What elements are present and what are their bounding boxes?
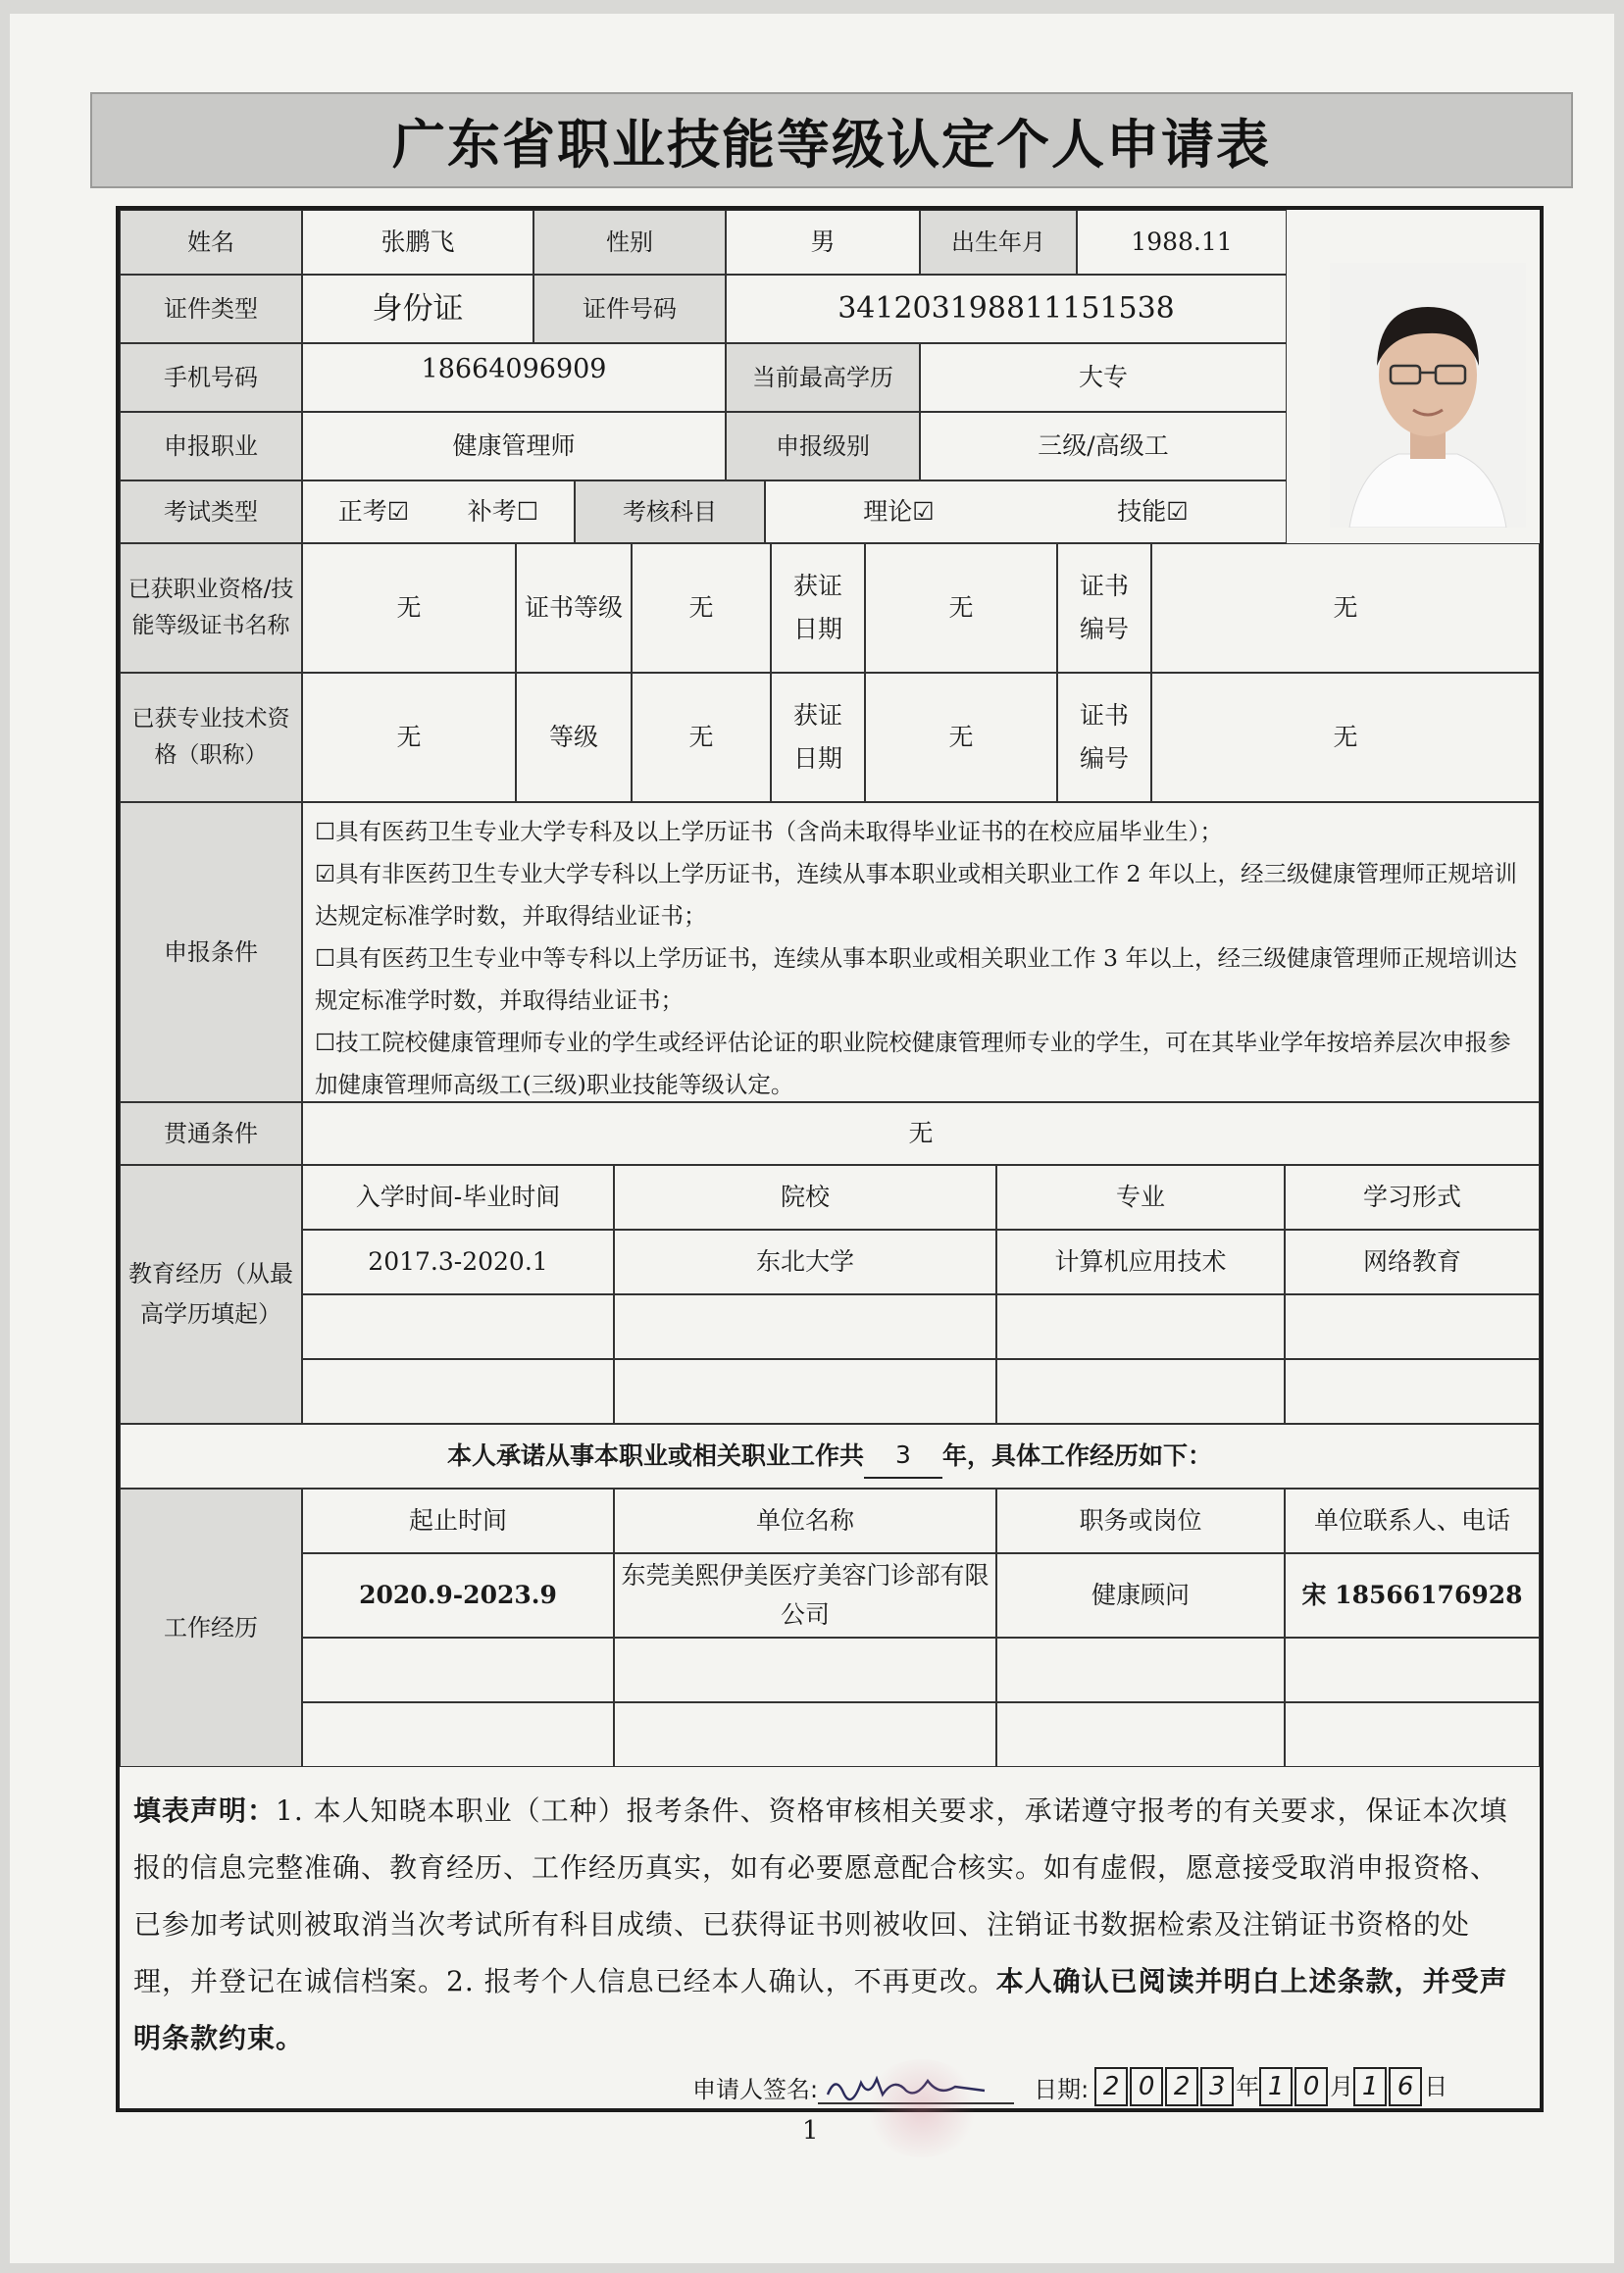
label-phone: 手机号码	[120, 343, 302, 412]
value-cert-level: 无	[632, 543, 771, 673]
label-birth: 出生年月	[920, 210, 1077, 275]
value-cert-no: 无	[1151, 543, 1540, 673]
edu-cell[interactable]	[614, 1294, 996, 1359]
date-year-digit[interactable]: 2	[1094, 2067, 1128, 2106]
date-year-digit[interactable]: 0	[1130, 2067, 1163, 2106]
label-tech-no: 证书编号	[1057, 673, 1151, 802]
value-id-no: 341203198811151538	[726, 275, 1287, 343]
value-tech-date: 无	[865, 673, 1057, 802]
label-occupation: 申报职业	[120, 412, 302, 480]
condition-1[interactable]: ☐具有医药卫生专业大学专科及以上学历证书（含尚未取得毕业证书的在校应届毕业生）；	[315, 818, 1223, 845]
edu-header-major: 专业	[996, 1165, 1285, 1230]
label-name: 姓名	[120, 210, 302, 275]
declaration-confirm: 本人确认已阅读并明白上述条款，并受声明条款约束。	[133, 1965, 1508, 2054]
work-header-company: 单位名称	[614, 1489, 996, 1553]
edu-cell[interactable]	[614, 1359, 996, 1424]
value-level: 三级/高级工	[920, 412, 1287, 480]
label-through: 贯通条件	[120, 1102, 302, 1165]
date-day-unit: 日	[1424, 2073, 1448, 2100]
value-name: 张鹏飞	[302, 210, 533, 275]
value-phone: 18664096909	[302, 343, 726, 412]
date-year-digit[interactable]: 3	[1200, 2067, 1234, 2106]
date-day-digit[interactable]: 6	[1389, 2067, 1422, 2106]
label-tech-date: 获证日期	[771, 673, 865, 802]
work-cell[interactable]	[302, 1638, 614, 1702]
value-occupation: 健康管理师	[302, 412, 726, 480]
edu-header-form: 学习形式	[1285, 1165, 1540, 1230]
label-subjects: 考核科目	[575, 480, 765, 543]
value-tech-title: 无	[302, 673, 516, 802]
work-years[interactable]: 3	[864, 1434, 942, 1479]
work-header-contact: 单位联系人、电话	[1285, 1489, 1540, 1553]
page-title: 广东省职业技能等级认定个人申请表	[392, 113, 1271, 176]
date-year-digit[interactable]: 2	[1165, 2067, 1198, 2106]
work-promise-pre: 本人承诺从事本职业或相关职业工作共	[446, 1441, 864, 1471]
label-education: 当前最高学历	[726, 343, 920, 412]
value-cert-name: 无	[302, 543, 516, 673]
edu-cell: 计算机应用技术	[996, 1230, 1285, 1294]
work-cell[interactable]	[614, 1638, 996, 1702]
label-id-type: 证件类型	[120, 275, 302, 343]
edu-cell[interactable]	[996, 1359, 1285, 1424]
label-id-no: 证件号码	[533, 275, 726, 343]
label-exam-type: 考试类型	[120, 480, 302, 543]
work-cell: 健康顾问	[996, 1553, 1285, 1638]
work-promise	[120, 1424, 1540, 1489]
edu-cell[interactable]	[302, 1294, 614, 1359]
declaration-body: 1. 本人知晓本职业（工种）报考条件、资格审核相关要求，承诺遵守报考的有关要求，保证本次填报的信息完整准确、教育经历、工作经历真实，如有必要愿意配合核实。如有虚假，愿意接受取消申报资格、已参加考试则被取消当次考试所有科目成绩、已获得证书则被收回、注销证书数据检索及注销证书资格的处理，并登记在诚信档案。2. 报考个人信息已经本人确认，不再更改。	[133, 1794, 1508, 1997]
declaration	[120, 1767, 1540, 2110]
value-tech-no: 无	[1151, 673, 1540, 802]
work-cell[interactable]	[996, 1702, 1285, 1767]
signature-row	[692, 2063, 1536, 2110]
value-gender: 男	[726, 210, 920, 275]
label-edu-history: 教育经历（从最高学历填起）	[120, 1165, 302, 1424]
value-education: 大专	[920, 343, 1287, 412]
conditions-list	[302, 802, 1540, 1102]
work-promise-post: 年，具体工作经历如下：	[942, 1441, 1213, 1471]
exam-type-options	[302, 480, 575, 543]
value-tech-grade: 无	[632, 673, 771, 802]
portrait-image	[1330, 263, 1526, 528]
theory-checkbox[interactable]: 理论☑	[863, 497, 935, 527]
date-month-unit: 月	[1330, 2073, 1354, 2100]
edu-cell[interactable]	[996, 1294, 1285, 1359]
applicant-photo	[1318, 249, 1538, 541]
skill-checkbox[interactable]: 技能☑	[1117, 497, 1189, 527]
label-tech-grade: 等级	[516, 673, 632, 802]
edu-cell[interactable]	[1285, 1294, 1540, 1359]
edu-cell: 2017.3-2020.1	[302, 1230, 614, 1294]
label-cert-date: 获证日期	[771, 543, 865, 673]
fingerprint-stamp	[863, 2059, 981, 2157]
edu-cell: 东北大学	[614, 1230, 996, 1294]
label-date: 日期:	[1034, 2075, 1090, 2103]
label-cert-level: 证书等级	[516, 543, 632, 673]
condition-4[interactable]: ☐技工院校健康管理师专业的学生或经评估论证的职业院校健康管理师专业的学生，可在其毕业学年按培养层次申报参加健康管理师高级工(三级)职业技能等级认定。	[315, 1029, 1511, 1098]
label-cert-name: 已获职业资格/技能等级证书名称	[120, 543, 302, 673]
label-work-history: 工作经历	[120, 1489, 302, 1767]
date-day-digit[interactable]: 1	[1353, 2067, 1387, 2106]
title-bar	[90, 92, 1573, 188]
work-cell[interactable]	[614, 1702, 996, 1767]
label-level: 申报级别	[726, 412, 920, 480]
work-cell[interactable]	[302, 1702, 614, 1767]
value-cert-date: 无	[865, 543, 1057, 673]
label-conditions: 申报条件	[120, 802, 302, 1102]
date-month-digit[interactable]: 0	[1294, 2067, 1328, 2106]
application-form	[116, 206, 1544, 2112]
label-gender: 性别	[533, 210, 726, 275]
date-fields[interactable]	[1094, 2067, 1447, 2106]
work-cell[interactable]	[996, 1638, 1285, 1702]
work-cell: 2020.9-2023.9	[302, 1553, 614, 1638]
exam-makeup-checkbox[interactable]: 补考☐	[467, 497, 539, 527]
label-tech-title: 已获专业技术资格（职称）	[120, 673, 302, 802]
work-header-position: 职务或岗位	[996, 1489, 1285, 1553]
edu-header-school: 院校	[614, 1165, 996, 1230]
work-header-period: 起止时间	[302, 1489, 614, 1553]
edu-cell: 网络教育	[1285, 1230, 1540, 1294]
edu-cell[interactable]	[1285, 1359, 1540, 1424]
condition-2[interactable]: ☑具有非医药卫生专业大学专科以上学历证书，连续从事本职业或相关职业工作 2 年以上，经三级健康管理师正规培训达规定标准学时数，并取得结业证书；	[315, 860, 1517, 930]
date-year-unit: 年	[1236, 2073, 1260, 2100]
work-cell[interactable]	[1285, 1702, 1540, 1767]
exam-regular-checkbox[interactable]: 正考☑	[337, 497, 410, 527]
page-number: 1	[802, 2116, 819, 2146]
condition-3[interactable]: ☐具有医药卫生专业中等专科以上学历证书，连续从事本职业或相关职业工作 3 年以上，经三级健康管理师正规培训达规定标准学时数，并取得结业证书；	[315, 944, 1517, 1014]
value-birth: 1988.11	[1077, 210, 1287, 275]
label-signature: 申请人签名:	[692, 2075, 819, 2103]
declaration-head: 填表声明：	[133, 1794, 277, 1827]
work-cell: 宋 18566176928	[1285, 1553, 1540, 1638]
value-through: 无	[302, 1102, 1540, 1165]
subject-options	[765, 480, 1287, 543]
work-cell: 东莞美熙伊美医疗美容门诊部有限公司	[614, 1553, 996, 1638]
work-cell[interactable]	[1285, 1638, 1540, 1702]
edu-cell[interactable]	[302, 1359, 614, 1424]
label-cert-no: 证书编号	[1057, 543, 1151, 673]
value-id-type: 身份证	[302, 275, 533, 343]
edu-header-period: 入学时间-毕业时间	[302, 1165, 614, 1230]
date-month-digit[interactable]: 1	[1259, 2067, 1293, 2106]
